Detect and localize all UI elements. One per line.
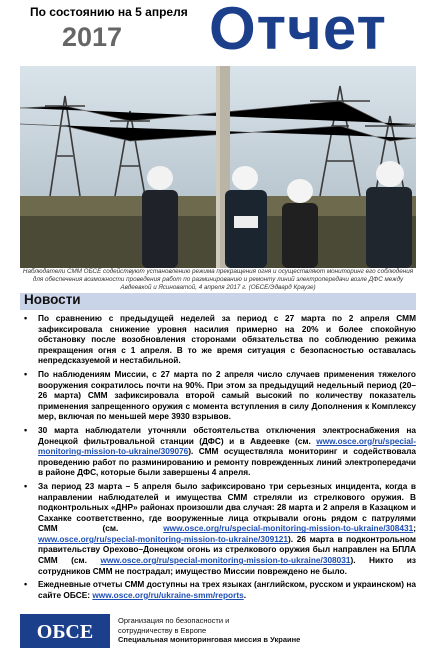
report-link[interactable]: www.osce.org/ru/special-monitoring-mission-to-ukraine/309121 [38,533,289,544]
bullet-icon: • [24,313,28,323]
news-item-text: ). СММ осуществляла мониторинг и содействовала проведению работ по разминированию и ремонту поврежденных линий электропередачи в районе ДФС, которые были завершены 4 апреля. [38,446,416,478]
news-item [20,425,416,478]
news-section-title: Новости [24,292,81,307]
news-item-text: Ежедневные отчеты СММ доступны на трех языках (английском, русском и украинском) на сайте ОБСЕ: [38,579,416,600]
news-item-text: ; [413,523,416,534]
report-title: Отчет [209,0,387,62]
news-item-text: 30 марта наблюдатели уточняли обстоятельства отключения электроснабжения на Донецкой фильтровальной станции (ДФС) и в Авдеевке (см. [38,424,416,446]
bullet-icon: • [24,424,28,435]
news-item-text: По сравнению с предыдущей неделей за период с 27 марта по 2 апреля СММ зафиксировала снижение уровня насилия примерно на 20% и более спокойную обстановку после возобновления сторонами обязательства по соблюдению режима прекращения огня с 1 апреля. В то же время ситуация с безопасностью оставалась непредсказуемой и нестабильной. [38,313,416,366]
news-item-text: По наблюдениям Миссии, с 27 марта по 2 апреля число случаев применения тяжелого вооружения сократилось почти на 90%. При этом за предыдущий недельный период (20–26 марта) СММ зафиксировала второй самый высокий по количеству показатель применения запрещенного оружия с момента вступления в силу Дополнения к Комплексу мер, включая по меньшей мере 3930 взрывов. [38,368,416,422]
news-item-text: . [243,589,247,600]
report-header [0,0,430,62]
report-link[interactable]: www.osce.org/ru/special-monitoring-mission-to-ukraine/308431 [163,523,414,534]
report-link[interactable]: www.osce.org/ru/special-monitoring-mission-to-ukraine/309076 [38,435,416,457]
news-item-text: ). Никто из сотрудников СММ не пострадал; имущество Миссии повреждено не было. [38,555,417,576]
report-link[interactable]: www.osce.org/ru/special-monitoring-mission-to-ukraine/308031 [100,555,351,566]
bullet-icon: • [24,579,28,590]
news-item-text: ). 26 марта в подконтрольном правительству Орехово–Донецком огонь из стрелкового оружия был направлен на БПЛА СММ (см. [38,533,416,566]
bullet-icon: • [24,368,28,379]
bullet-icon: • [24,480,28,491]
org-line: Организация по безопасности и [118,616,230,625]
org-line: сотрудничеству в Европе [118,625,207,635]
mission-name: Специальная мониторинговая миссия в Украине [118,635,301,644]
news-item [20,481,416,576]
report-date: По состоянию на 5 апреля [30,5,188,19]
news-item [20,313,416,366]
news-item [20,369,416,422]
report-year: 2017 [62,22,123,52]
reports-link[interactable]: www.osce.org/ru/ukraine-smm/reports [92,589,244,600]
org-name [118,616,300,645]
monitors-photo [20,66,416,268]
logo-text: ОБСЕ [36,621,94,643]
photo-caption: Наблюдатели СММ ОБСЕ содействуют установлению режима прекращения огня и осуществляют мониторинг его соблюдения для обеспечения возможности проведения работ по разминированию и ремонту линий электропередачи возле ДФС между Авдеевкой и Ясиноватой, 4 апреля 2017 г. (ОБСЕ/Эдвард Краузе) [22,268,414,291]
footer [20,614,416,648]
news-item [20,579,416,600]
news-item-text: За период 23 марта – 5 апреля было зафиксировано три серьезных инцидента, когда в направлении наблюдателей и имущества СММ стреляли из стрелкового оружия. В подконтрольных «ДНР» районах произошли два случая: 28 марта и 2 апреля в Казацком и Саханке соответственно, где вооруженные лица открывали огонь рядом с патрулями СММ (см. [38,480,416,534]
news-list [20,313,416,603]
osce-logo [20,614,110,648]
